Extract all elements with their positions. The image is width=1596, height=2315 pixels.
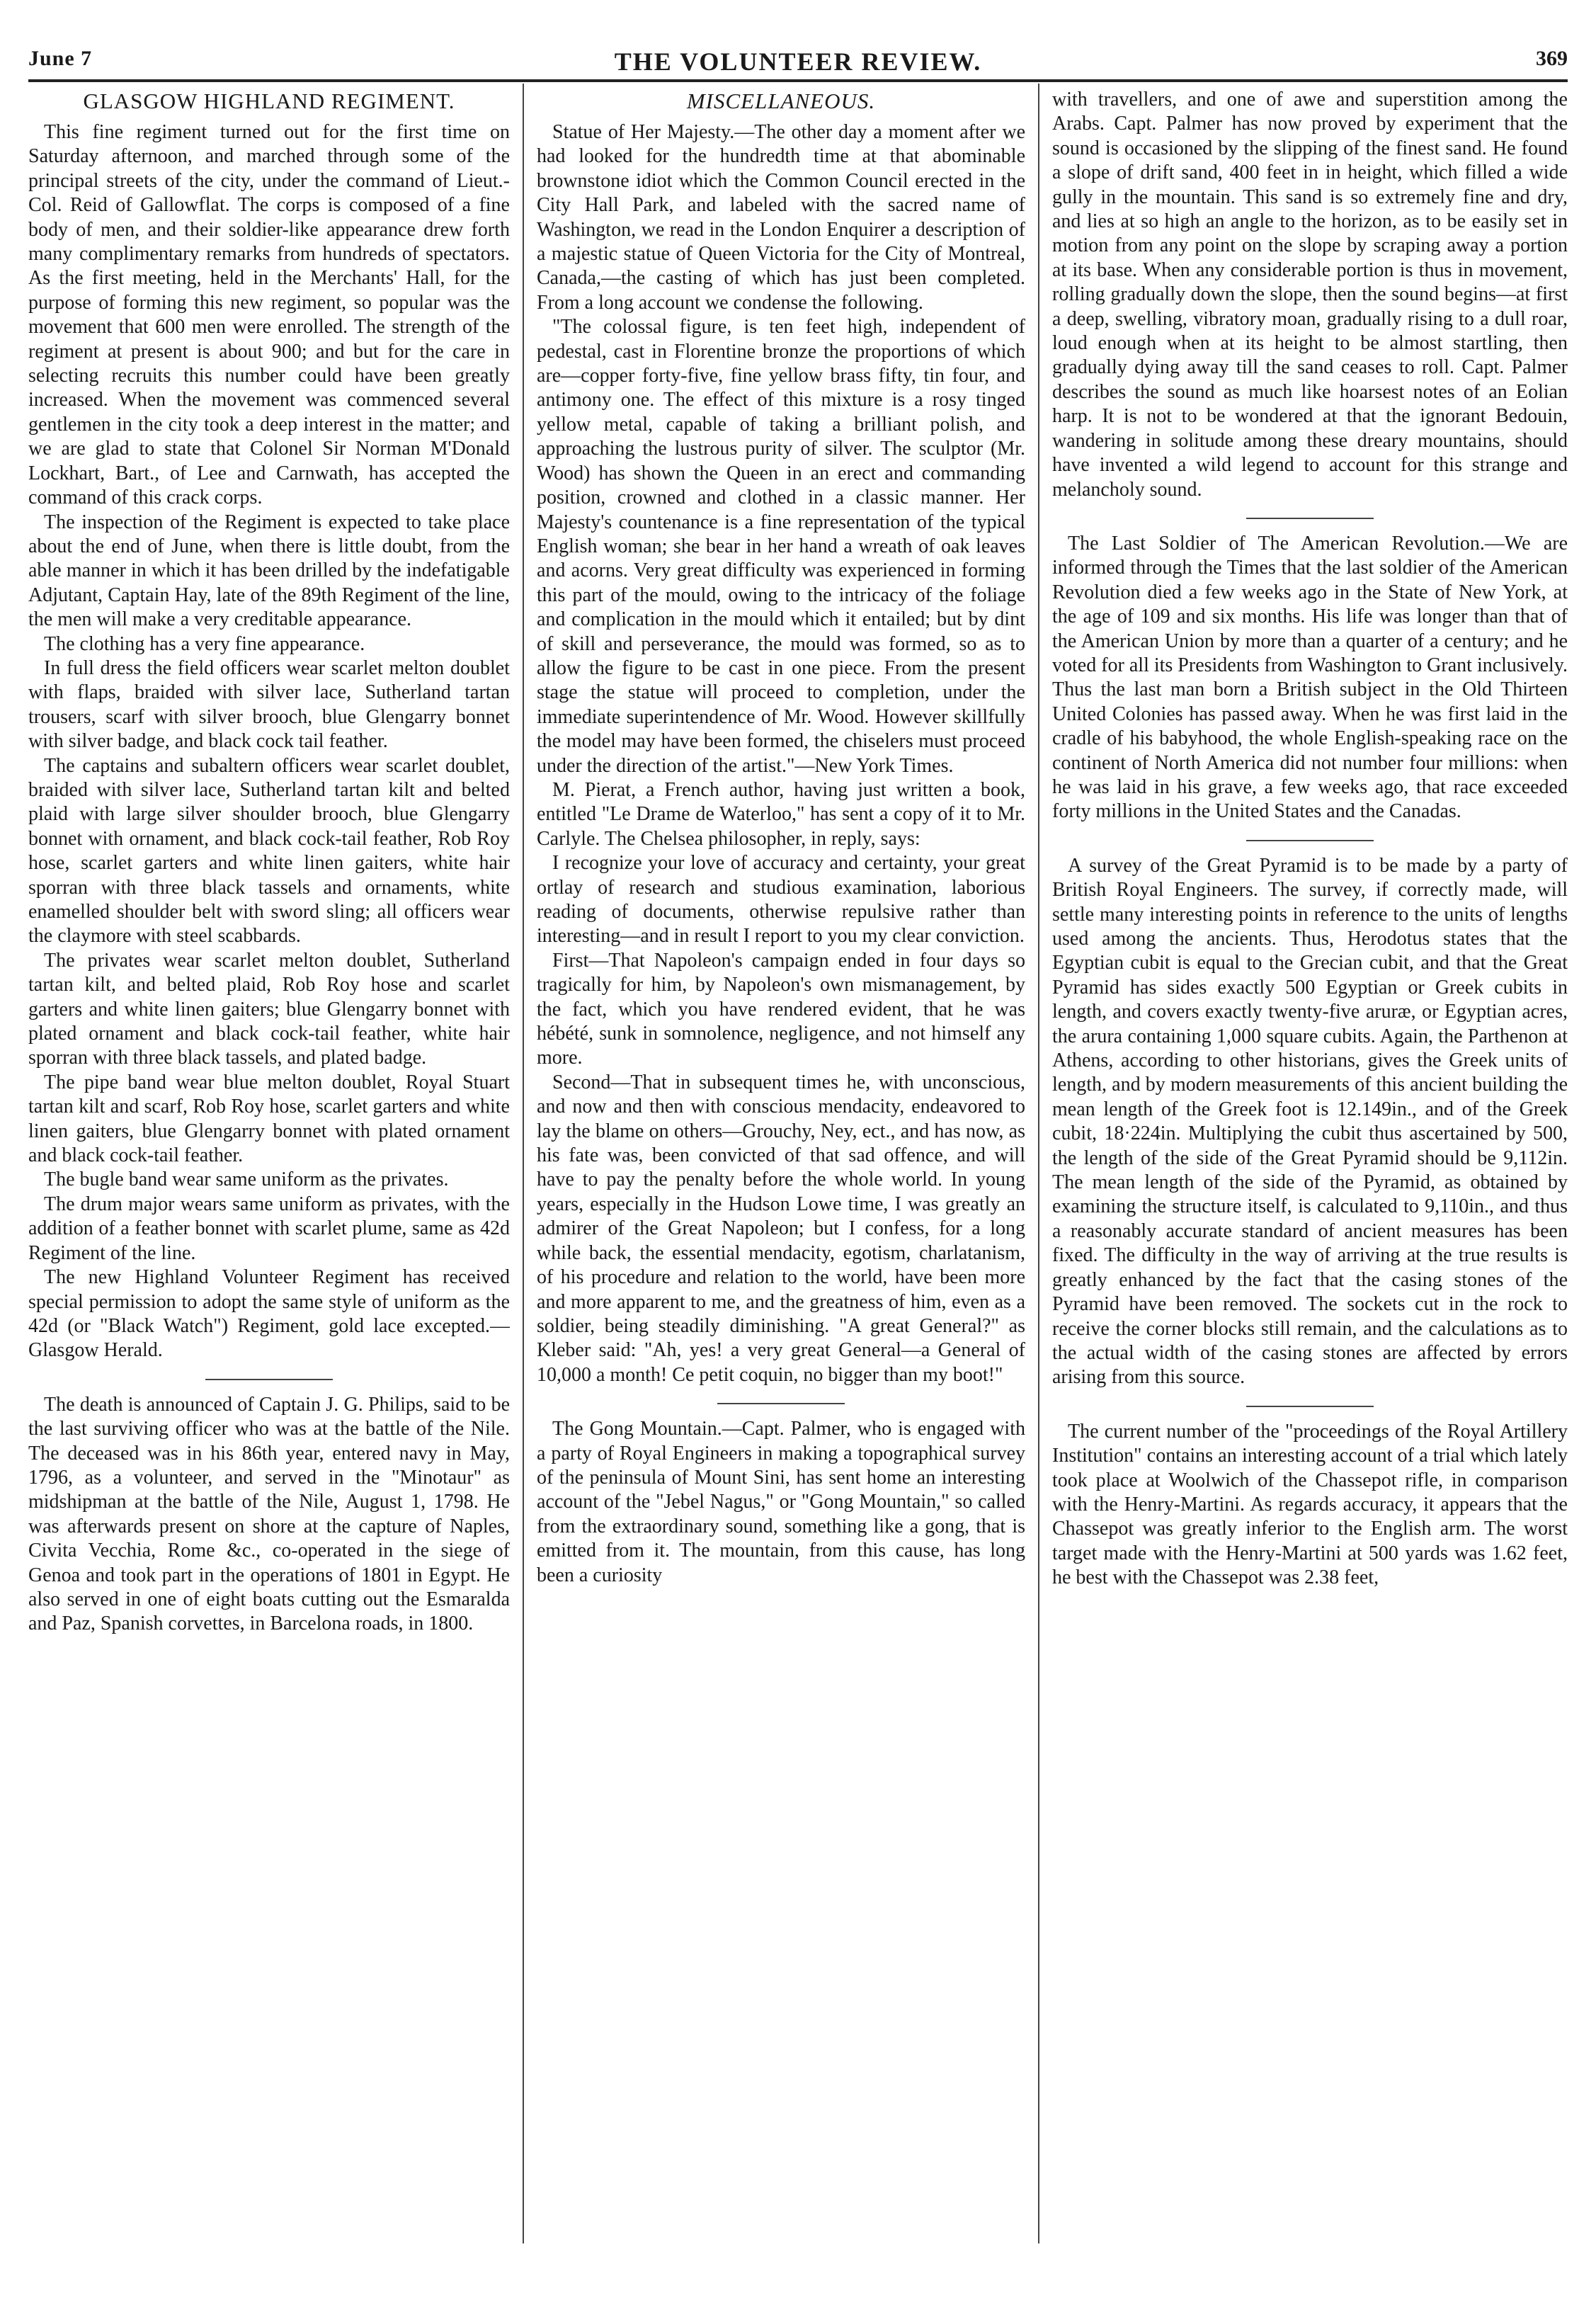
paragraph: First—That Napoleon's campaign ended in four days so tragically for him, by Napoleon's own mismanagement, by the fact, which you have rendered evident, that he was hébété, sunk in somnolence, negligence, and not himself any more. bbox=[537, 949, 1025, 1069]
section-title: MISCELLANEOUS. bbox=[686, 89, 876, 113]
paragraph: "The colossal figure, is ten feet high, independent of pedestal, cast in Florentine bronze the proportions of which are—copper forty-five, fine yellow brass fifty, tin four, and antimony one. The effect of this mixture is a rosy tinged yellow metal, capable of taking a brilliant polish, and approaching the lustrous purity of silver. The sculptor (Mr. Wood) has shown the Queen in an erect and commanding position, crowned and clothed in a classic manner. Her Majesty's countenance is a fine representation of the typical English woman; she bear in her hand a wreath of oak leaves and acorns. Very great difficulty was experienced in forming this part of the mould, owing to the intricacy of the foliage and complication in the mould which it entailed; but by dint of skill and perseverance, the mould was formed, so as to allow the figure to be cast in one piece. From the present stage the statue will proceed to completion, under the immediate superintendence of Mr. Wood. However skillfully the model may have been formed, the chiselers must proceed under the direction of the artist."—New York Times. bbox=[537, 316, 1025, 777]
paragraph: Second—That in subsequent times he, with unconscious, and now and then with conscious mendacity, endeavored to lay the blame on others—Grouchy, Ney, ect., and has now, as his fate was, been convicted of that sad offence, and will have to pay the penalty before the whole world. In young years, especially in the Hudson Lowe time, I was greatly an admirer of the Great Napoleon; but I confess, for a long while back, the essential mendacity, egotism, charlatanism, of his procedure and relation to the world, have been more and more apparent to me, and the greatness of him, even as a soldier, being steadily diminishing. "A great General?" as Kleber said: "Ah, yes! a very great General—a General of 10,000 a month! Ce petit coquin, no bigger than my boot!" bbox=[537, 1071, 1025, 1386]
article-separator bbox=[1246, 518, 1374, 519]
article-title: GLASGOW HIGHLAND REGIMENT. bbox=[83, 89, 455, 113]
header-rule bbox=[28, 79, 1568, 82]
paragraph: The captains and subaltern officers wear scarlet doublet, braided with silver lace, Sutherland tartan kilt and belted plaid with large silver shoulder brooch, blue Glengarry bonnet with ornament, and black cock-tail feather, Rob Roy hose, scarlet garters and white linen gaiters, white hair sporran with three black tassels and ornaments, white enamelled shoulder belt with sword sling; all officers wear the claymore with steel scabbards. bbox=[28, 754, 510, 948]
paragraph: A survey of the Great Pyramid is to be made by a party of British Royal Engineers. The survey, if correctly made, will settle many interesting points in reference to the units of lengths used among the ancients. Thus, Herodotus states that the Egyptian cubit is equal to the Grecian cubit, and that the Great Pyramid has sides exactly 500 Egyptian or Greek cubits in length, and covers exactly twenty-five aruræ, or Egyptian acres, the arura containing 1,000 square cubits. Again, the Parthenon at Athens, according to other historians, gives the Greek units of length, and by modern measurements of this ancient building the mean length of the Greek foot is 12.149in., and of the Greek cubit, 18·224in. Multiplying the cubit thus ascertained by 500, the length of the side of the Great Pyramid should be 9,112in. The mean length of the side of the Pyramid, as obtained by examining the structure itself, is calculated to 9,110in., and thus a reasonably accurate standard of ancient measures has been fixed. The difficulty in the way of arriving at the true results is greatly enhanced by the fact that the casing stones of the Pyramid have been removed. The sockets cut in the rock to receive the corner blocks still remain, and the calculations as to the actual width of the casing stones are affected by errors arising from this source. bbox=[1052, 854, 1568, 1389]
column-2 bbox=[537, 88, 1025, 2283]
paragraph: The Last Soldier of The American Revolution.—We are informed through the Times that the last soldier of the American Revolution died a few weeks ago in the State of New York, at the age of 109 and six months. His life was longer than that of the American Union by more than a quarter of a century; and he voted for all its Presidents from Washington to Grant inclusively. Thus the last man born a British subject in the Old Thirteen United Colonies has passed away. When he was first laid in the cradle of his babyhood, the whole English-speaking race on the continent of North America did not number four millions: when he was laid in his grave, a few weeks ago, that race exceeded forty millions in the United States and the Canadas. bbox=[1052, 532, 1568, 823]
article-separator bbox=[1246, 1406, 1374, 1407]
issue-date: June 7 bbox=[28, 47, 93, 70]
paragraph: Statue of Her Majesty.—The other day a moment after we had looked for the hundredth time at that abominable brownstone idiot which the Common Council erected in the City Hall Park, and labeled with the sacred name of Washington, we read in the London Enquirer a description of a majestic statue of Queen Victoria for the City of Montreal, Canada,—the casting of which has just been completed. From a long account we condense the following. bbox=[537, 121, 1025, 314]
paragraph: The Gong Mountain.—Capt. Palmer, who is engaged with a party of Royal Engineers in making a topographical survey of the peninsula of Mount Sini, has sent home an interesting account of the "Jebel Nagus," or "Gong Mountain," so called from the extraordinary sound, something like a gong, that is emitted from it. The mountain, from this cause, has long been a curiosity bbox=[537, 1418, 1025, 1586]
column-divider bbox=[1038, 84, 1039, 2243]
page-number: 369 bbox=[1536, 47, 1568, 70]
column-1 bbox=[28, 88, 510, 2283]
paragraph: I recognize your love of accuracy and certainty, your great ortlay of research and studious examination, laborious reading of documents, otherwise repulsive rather than interesting—and in result I report to you my clear conviction. bbox=[537, 852, 1025, 948]
paragraph: The pipe band wear blue melton doublet, Royal Stuart tartan kilt and scarf, Rob Roy hose, scarlet garters and white linen gaiters, blue Glengarry bonnet with plated ornament and black cock-tail feather. bbox=[28, 1071, 510, 1167]
paragraph: The death is announced of Captain J. G. Philips, said to be the last surviving officer who was at the battle of the Nile. The deceased was in his 86th year, entered navy in May, 1796, as a volunteer, and served in the "Minotaur" as midshipman at the battle of the Nile, August 1, 1798. He was afterwards present on shore at the capture of Naples, Civita Vecchia, Rome &c., co-operated in the siege of Genoa and took part in the operations of 1801 in Egypt. He also served in one of eight boats cutting out the Esmaralda and Paz, Spanish corvettes, in Barcelona roads, in 1800. bbox=[28, 1393, 510, 1635]
paragraph: with travellers, and one of awe and superstition among the Arabs. Capt. Palmer has now proved by experiment that the sound is occasioned by the slipping of the finest sand. He found a slope of drift sand, 400 feet in in height, which filled a wide gully in the mountain. This sand is so extremely fine and dry, and lies at so high an angle to the horizon, as to be easily set in motion from any point on the slope by scraping away a portion at its base. When any considerable portion is thus in movement, rolling gradually down the slope, then the sound begins—at first a deep, swelling, vibratory moan, gradually rising to a dull roar, loud enough when at its height to be almost startling, then gradually dying away till the sand ceases to roll. Capt. Palmer describes the sound as much like hoarsest notes of an Eolian harp. It is not to be wondered at that the ignorant Bedouin, wandering in solitude among these dreary mountains, should have invented a wild legend to account for this strange and melancholy sound. bbox=[1052, 89, 1568, 501]
paragraph: The drum major wears same uniform as privates, with the addition of a feather bonnet with scarlet plume, same as 42d Regiment of the line. bbox=[28, 1193, 510, 1264]
paragraph: The current number of the "proceedings of the Royal Artillery Institution" contains an interesting account of a trial which lately took place at Woolwich of the Chassepot rifle, in comparison with the Henry-Martini. As regards accuracy, it appears that the Chassepot was greatly inferior to the English arm. The worst target made with the Henry-Martini at 500 yards was 1.62 feet, he best with the Chassepot was 2.38 feet, bbox=[1052, 1420, 1568, 1589]
paragraph: This fine regiment turned out for the first time on Saturday afternoon, and marched through some of the principal streets of the city, under the command of Lieut.-Col. Reid of Gallowflat. The corps is composed of a fine body of men, and their soldier-like appearance drew forth many complimentary remarks from hundreds of spectators. As the first meeting, held in the Merchants' Hall, for the purpose of forming this new regiment, so popular was the movement that 600 men were enrolled. The strength of the regiment at present is about 900; and but for the care in selecting recruits this number could have been greatly increased. When the movement was commenced several gentlemen in the city took a deep interest in the matter; and we are glad to state that Colonel Sir Norman M'Donald Lockhart, Bart., of Lee and Carnwath, has accepted the command of this crack corps. bbox=[28, 121, 510, 509]
paragraph: M. Pierat, a French author, having just written a book, entitled "Le Drame de Waterloo," has sent a copy of it to Mr. Carlyle. The Chelsea philosopher, in reply, says: bbox=[537, 778, 1025, 850]
column-3 bbox=[1052, 88, 1568, 2283]
page-header bbox=[28, 47, 1568, 75]
article-separator bbox=[717, 1403, 845, 1404]
column-divider bbox=[523, 84, 524, 2243]
publication-title: THE VOLUNTEER REVIEW. bbox=[614, 47, 982, 76]
paragraph: The inspection of the Regiment is expected to take place about the end of June, when there is little doubt, from the able manner in which it has been drilled by the indefatigable Adjutant, Captain Hay, late of the 89th Regiment of the line, the men will make a very creditable appearance. bbox=[28, 511, 510, 631]
paragraph: The clothing has a very fine appearance. bbox=[44, 632, 365, 655]
article-separator bbox=[205, 1379, 333, 1380]
paragraph: In full dress the field officers wear scarlet melton doublet with flaps, braided with silver lace, Sutherland tartan trousers, scarf with silver brooch, blue Glengarry bonnet with silver badge, and black cock tail feather. bbox=[28, 656, 510, 753]
article-separator bbox=[1246, 840, 1374, 841]
paragraph: The privates wear scarlet melton doublet, Sutherland tartan kilt, and belted plaid, Rob Roy hose and scarlet garters and white linen gaiters; blue Glengarry bonnet with plated ornament and black cock-tail feather, white hair sporran with three black tassels, and plated badge. bbox=[28, 949, 510, 1069]
paragraph: The new Highland Volunteer Regiment has received special permission to adopt the same style of uniform as the 42d (or "Black Watch") Regiment, gold lace excepted.—Glasgow Herald. bbox=[28, 1266, 510, 1362]
paragraph: The bugle band wear same uniform as the privates. bbox=[44, 1168, 449, 1191]
